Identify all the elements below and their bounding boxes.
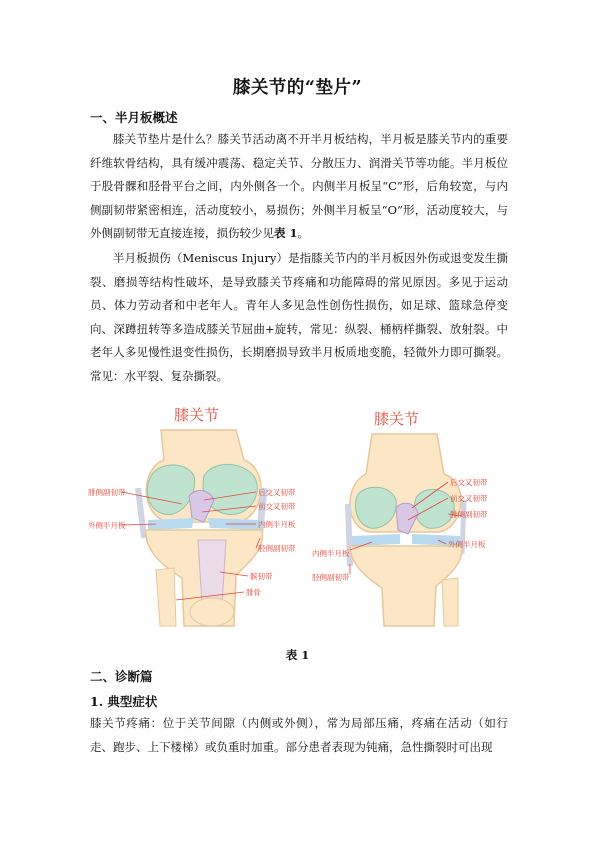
label-lateral-meniscus-right: 外侧半月板 <box>448 540 486 549</box>
fibula-bone-back <box>442 578 458 626</box>
figure-reference: 表 1 <box>274 226 298 241</box>
section-heading-overview: 一、半月板概述 <box>90 110 178 125</box>
knee-figure-right <box>312 404 512 630</box>
label-medial-meniscus: 内侧半月板 <box>258 520 296 529</box>
label-fibula: 腓骨 <box>246 588 261 597</box>
label-pcl: 后交叉韧带 <box>258 488 296 497</box>
label-lcl: 腓侧副韧带 <box>88 488 126 497</box>
paragraph-overview-text: 膝关节垫片是什么？膝关节活动离不开半月板结构，半月板是膝关节内的重要纤维软骨结构，具有缓冲震荡、稳定关节、分散压力、润滑关节等功能。半月板位于股骨髁和胫骨平台之间，内外侧各一个。内侧半月板呈“C”形，后角较宽，与内侧副韧带紧密相连，活动度较小，易损伤；外侧半月板呈“O”形，活动度较大，与外侧副韧带无直接连接，损伤较少见 <box>90 132 508 241</box>
label-medial-meniscus-right: 内侧半月板 <box>312 549 350 558</box>
label-tcl: 胫侧副韧带 <box>258 544 296 553</box>
figure-right-title: 膝关节 <box>374 410 420 428</box>
subheading-typical-symptoms: 1. 典型症状 <box>90 694 158 709</box>
paragraph-overview <box>90 128 508 246</box>
knee-figure-left <box>86 400 322 632</box>
tibial-tuberosity <box>190 598 234 626</box>
paragraph-meniscus-injury: 半月板损伤（Meniscus Injury）是指膝关节内的半月板因外伤或退变发生撕裂、磨损等结构性破坏，是导致膝关节疼痛和功能障碍的常见原因。多见于运动员、体力劳动者和中老年人。青年人多见急性创伤性损伤，如足球、篮球急停变向、深蹲扭转等多造成膝关节屈曲+旋转，常见：纵裂、桶柄样撕裂、放射裂。中老年人多见慢性退变性损伤，长期磨损导致半月板质地变脆，轻微外力即可撕裂。常见：水平裂、复杂撕裂。 <box>90 251 508 383</box>
label-acl: 前交叉韧带 <box>258 502 296 511</box>
label-pcl-right: 后交叉韧带 <box>450 478 488 487</box>
figure-caption: 表 1 <box>285 648 310 662</box>
label-patellar-ligament: 髌韧带 <box>250 572 273 581</box>
page-title: 膝关节的“垫片” <box>232 78 363 98</box>
fibula-bone <box>156 568 176 626</box>
lateral-meniscus-back <box>352 534 400 546</box>
label-tcl-right: 胫侧副韧带 <box>312 573 350 582</box>
label-lateral-meniscus: 外侧半月板 <box>88 521 126 530</box>
section-heading-diagnosis: 二、诊断篇 <box>90 669 153 684</box>
paragraph-symptoms: 膝关节疼痛：位于关节间隙（内侧或外侧），常为局部压痛，疼痛在活动（如行走、跑步、上下楼梯）或负重时加重。部分患者表现为钝痛，急性撕裂时可出现 <box>90 716 508 754</box>
figure-left-title: 膝关节 <box>174 406 220 424</box>
label-acl-right: 前交叉韧带 <box>450 494 488 503</box>
label-fcl-right: 腓侧副韧带 <box>450 510 488 519</box>
paragraph-overview-end: 。 <box>297 226 310 241</box>
